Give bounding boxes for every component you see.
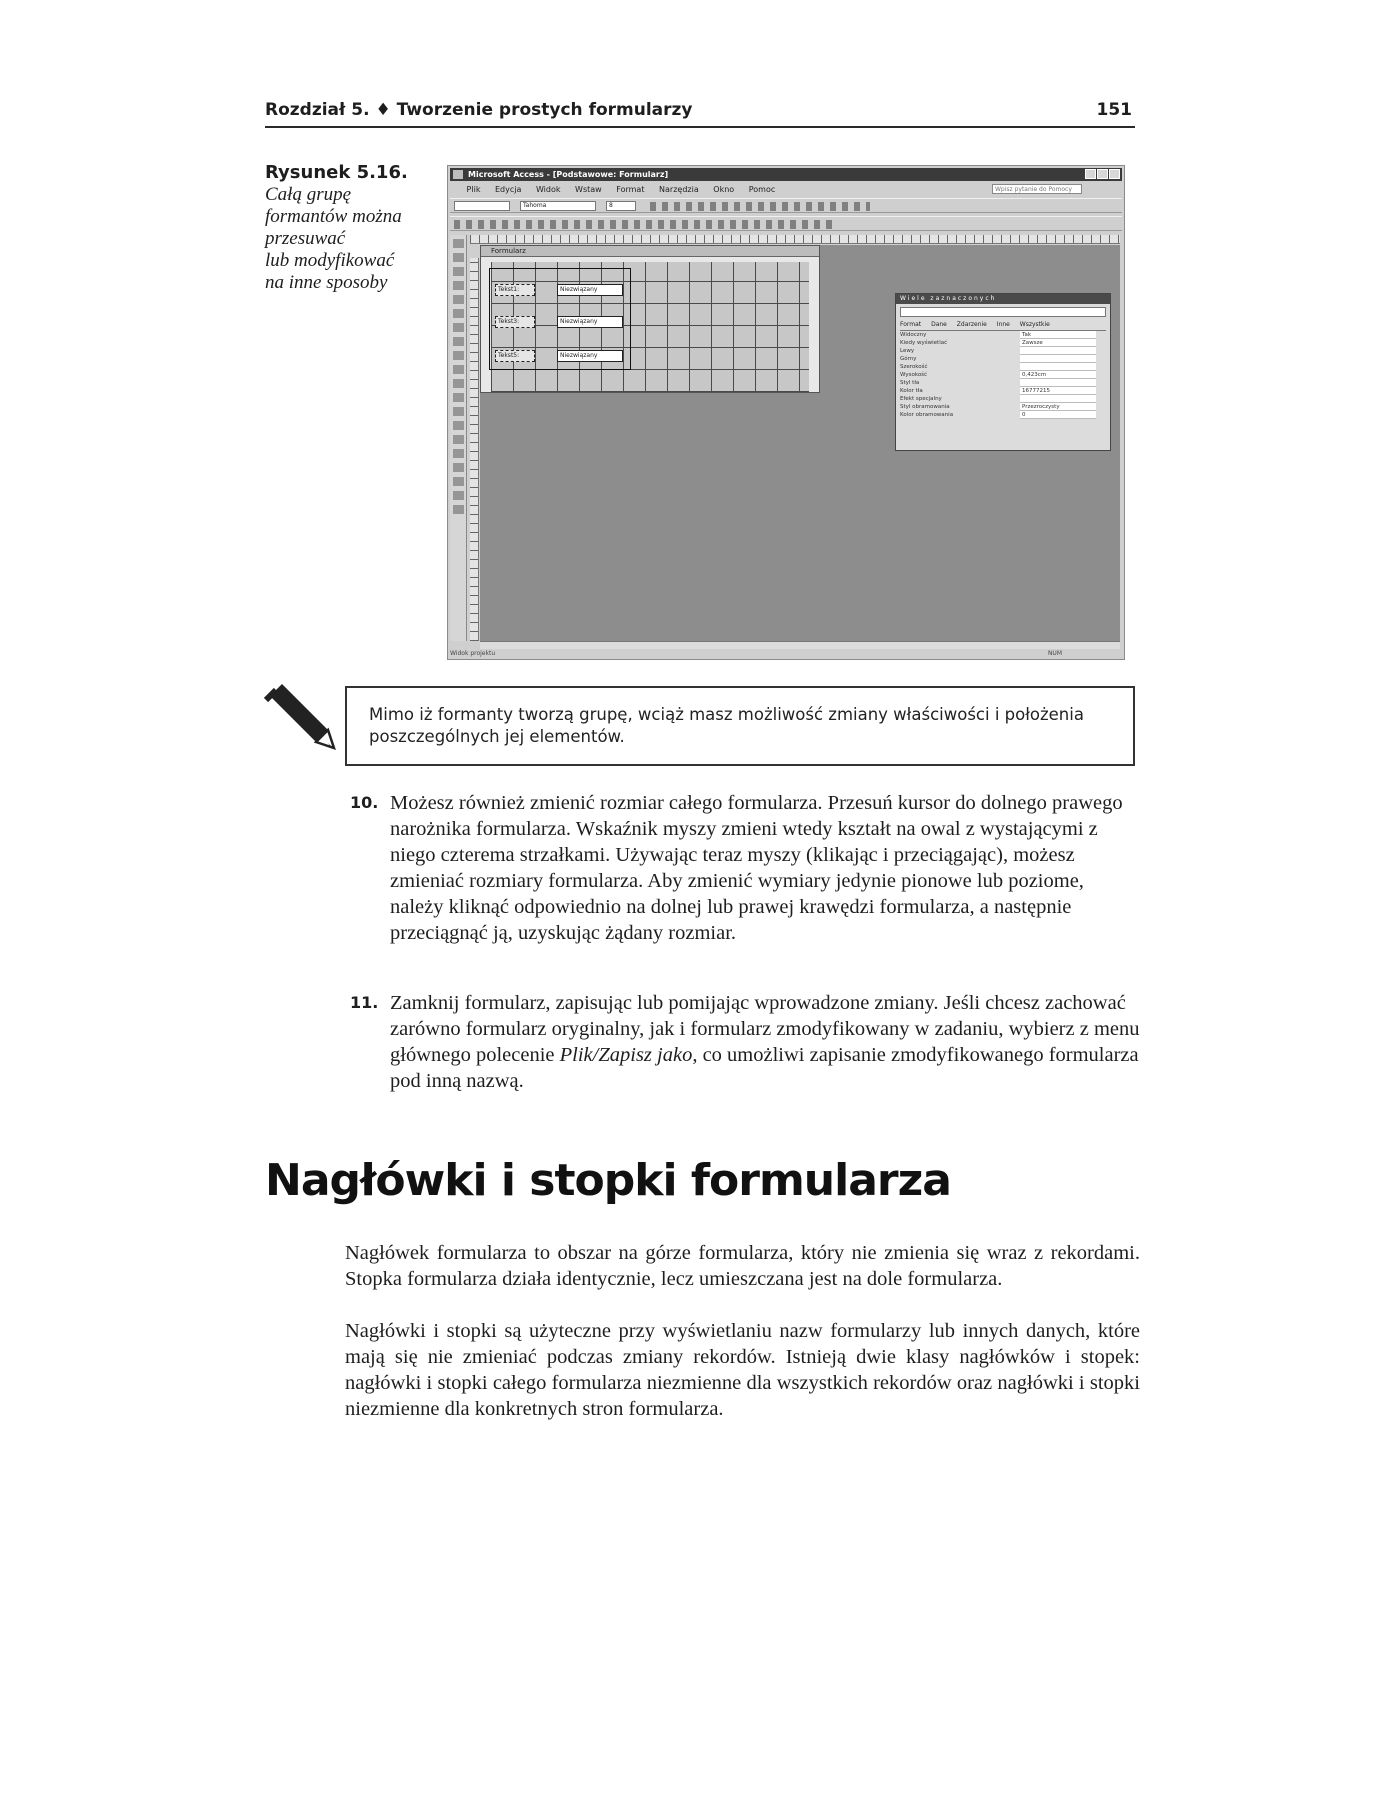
step-text-part: Zamknij formularz, zapisując lub pomijając wprowadzone zmiany. Jeśli chcesz zachować zarówno formularz oryginalny, jak i formularz zmodyfikowany w zadaniu, wybierz z menu głównego polecenie [390,992,1140,1066]
step-number: 10. [350,793,379,812]
step-text: Możesz również zmienić rozmiar całego formularza. Przesuń kursor do dolnego prawego narożnika formularza. Wskaźnik myszy zmieni wtedy kształt na owal z wystającymi z niego czterema strzałkami. Używając teraz myszy (klikając i przeciągając), możesz zmieniać rozmiary formularza. Aby zmienić wymiary jedynie pionowe lub poziome, należy kliknąć odpowiednio na dolnej lub prawej krawędzi formularza, a następnie przeciągnąć ją, uzyskując żądany rozmiar. [390,792,1123,944]
status-bar [450,649,1122,658]
property-value[interactable] [1020,395,1096,403]
step-number: 11. [350,993,379,1012]
menu-tools[interactable]: Narzędzia [659,185,699,194]
step-text-part: , co umożliwi zapisanie zmodyfikowanego formularza pod inną nazwą. [390,1044,1139,1092]
selection-combo[interactable] [900,307,1106,317]
tab-other[interactable]: Inne [996,321,1010,328]
step-item [350,790,1140,946]
formatting-toolbar [450,198,1122,213]
design-toolbar [450,216,1122,231]
status-left: Widok projektu [450,650,496,657]
property-row[interactable] [900,403,1106,411]
menu-window[interactable]: Okno [713,185,735,194]
property-name: Styl obramowania [900,404,950,410]
textbox-tool-icon[interactable] [453,281,464,290]
property-name: Kolor tła [900,388,923,394]
property-row[interactable] [900,379,1106,387]
figure-caption-text: Całą grupę formantów można przesuwać lub modyfikować na inne sposoby [265,184,402,293]
step-text [390,990,1140,1094]
property-value[interactable]: 0,423cm [1020,371,1096,379]
property-name: Wysokość [900,372,928,378]
menu-insert[interactable]: Wstaw [575,185,602,194]
help-search-input[interactable]: Wpisz pytanie do Pomocy [992,184,1082,194]
option-group-tool-icon[interactable] [453,295,464,304]
format-buttons-icon[interactable] [650,202,870,211]
wizard-tool-icon[interactable] [453,253,464,262]
maximize-icon[interactable] [1097,169,1108,179]
property-name: Kiedy wyświetlać [900,340,948,346]
figure-caption [265,162,435,294]
horizontal-scrollbar[interactable] [480,641,1120,649]
note-box [345,686,1135,766]
property-value[interactable]: Przezroczysty [1020,403,1096,411]
control-label[interactable]: Tekst5: [495,350,535,362]
page-break-tool-icon[interactable] [453,435,464,444]
figure-label: Rysunek 5.16. [265,162,408,183]
image-tool-icon[interactable] [453,393,464,402]
property-name: Widoczny [900,332,927,338]
control-textbox[interactable]: Niezwiązany [557,350,623,362]
property-row[interactable] [900,331,1106,339]
subform-tool-icon[interactable] [453,463,464,472]
property-name: Efekt specjalny [900,396,942,402]
property-value[interactable] [1020,363,1096,371]
tab-format[interactable]: Format [900,321,922,328]
paragraph: Nagłówki i stopki są użyteczne przy wyświetlaniu nazw formularzy lub innych danych, które mają się nie zmieniać podczas zmiany rekordów. Istnieją dwie klasy nagłówków i stopek: nagłówki i stopki całego formularza niezmienne dla wszystkich rekordów oraz nagłówki i stopki niezmienne dla konkretnych stron formularza. [345,1320,1140,1420]
property-value[interactable]: Tak [1020,331,1096,339]
property-value[interactable] [1020,379,1096,387]
toggle-tool-icon[interactable] [453,309,464,318]
more-controls-tool-icon[interactable] [453,505,464,514]
property-name: Styl tła [900,380,920,386]
font-size-select[interactable]: 8 [606,201,636,211]
object-selector[interactable] [454,201,510,211]
property-value[interactable]: Zawsze [1020,339,1096,347]
window-controls [1084,169,1120,183]
select-tool-icon[interactable] [453,239,464,248]
property-name: Lewy [900,348,915,354]
property-row[interactable] [900,387,1106,395]
chapter-title: Rozdział 5. ♦ Tworzenie prostych formularzy [265,100,693,120]
page-number: 151 [1096,100,1132,120]
design-workspace [480,245,1120,641]
bound-object-tool-icon[interactable] [453,421,464,430]
menu-view[interactable]: Widok [535,185,561,194]
form-design-window [480,245,820,393]
property-name: Szerokość [900,364,928,370]
property-value[interactable]: 0 [1020,411,1096,419]
status-num-indicator: NUM [1047,650,1062,657]
checkbox-tool-icon[interactable] [453,337,464,346]
control-textbox[interactable]: Niezwiązany [557,284,623,296]
property-value[interactable] [1020,347,1096,355]
button-tool-icon[interactable] [453,379,464,388]
control-label[interactable]: Tekst3: [495,316,535,328]
property-row[interactable] [900,411,1106,419]
window-title: Microsoft Access - [Podstawowe: Formularz] [468,170,669,179]
tab-data[interactable]: Dane [931,321,947,328]
minimize-icon[interactable] [1085,169,1096,179]
property-row[interactable] [900,339,1106,347]
control-textbox[interactable]: Niezwiązany [557,316,623,328]
toolbox-panel [450,235,467,641]
label-tool-icon[interactable] [453,267,464,276]
rectangle-tool-icon[interactable] [453,491,464,500]
tab-all[interactable]: Wszystkie [1019,321,1050,328]
step-item [350,990,1140,1094]
vertical-ruler [470,258,479,641]
property-row[interactable] [900,355,1106,363]
running-header [265,98,1135,128]
property-name: Górny [900,356,917,362]
menu-format[interactable]: Format [616,185,645,194]
option-button-tool-icon[interactable] [453,323,464,332]
property-sheet-title: Wiele zaznaczonych [896,294,1110,304]
menu-edit[interactable]: Edycja [495,185,522,194]
menu-bar [450,183,1122,196]
window-titlebar [450,168,1122,181]
pencil-icon [262,682,337,752]
property-sheet [895,293,1111,451]
property-row[interactable] [900,371,1106,379]
property-value[interactable] [1020,355,1096,363]
form-section-title: Formularz [481,246,819,257]
menu-command-path: Plik/Zapisz jako [559,1044,693,1066]
property-name: Kolor obramowania [900,412,954,418]
horizontal-ruler [470,235,1120,244]
close-icon[interactable] [1109,169,1120,179]
control-label[interactable]: Tekst1: [495,284,535,296]
access-app-icon [453,170,463,179]
tab-control-tool-icon[interactable] [453,449,464,458]
tab-event[interactable]: Zdarzenie [956,321,987,328]
menu-help[interactable]: Pomoc [748,185,776,194]
property-row[interactable] [900,347,1106,355]
property-tabs [900,321,1106,331]
note-text: Mimo iż formanty tworzą grupę, wciąż masz możliwość zmiany właściwości i położenia poszczególnych jej elementów. [369,705,1084,746]
listbox-tool-icon[interactable] [453,365,464,374]
property-row[interactable] [900,363,1106,371]
section-heading: Nagłówki i stopki formularza [265,1155,951,1206]
property-value[interactable]: 16777215 [1020,387,1096,395]
paragraph: Nagłówek formularza to obszar na górze formularza, który nie zmienia się wraz z rekordami. Stopka formularza działa identycznie, lecz umieszczana jest na dole formularza. [345,1242,1140,1290]
access-screenshot [447,165,1125,660]
combo-tool-icon[interactable] [453,351,464,360]
design-buttons-icon[interactable] [454,220,834,229]
font-name-select[interactable]: Tahoma [520,201,596,211]
property-row[interactable] [900,395,1106,403]
object-tool-icon[interactable] [453,407,464,416]
line-tool-icon[interactable] [453,477,464,486]
menu-file[interactable]: Plik [466,185,481,194]
